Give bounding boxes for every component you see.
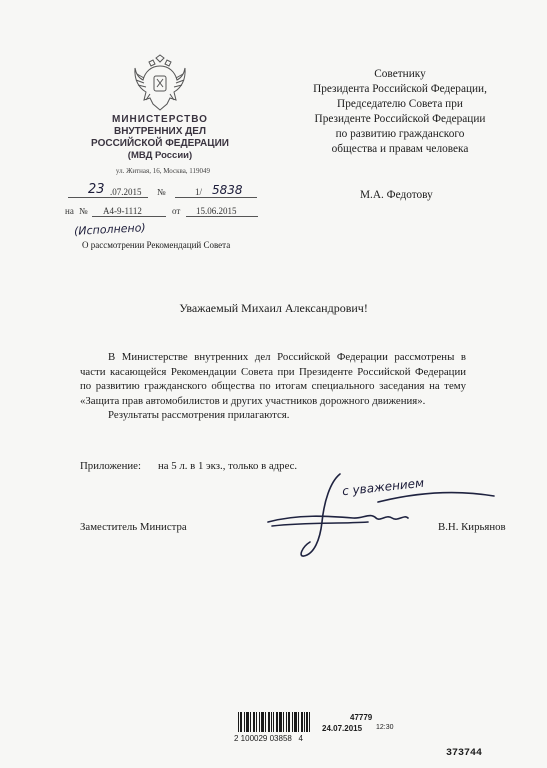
signatory-position: Заместитель Министра: [80, 521, 187, 533]
ref-date: 15.06.2015: [196, 206, 237, 216]
number-handwritten: 5838: [212, 183, 243, 197]
ref-date-underline: [186, 216, 258, 217]
addressee-line: Президенте Российской Федерации: [314, 113, 486, 125]
ministry-line-3: РОССИЙСКОЙ ФЕДЕРАЦИИ: [91, 138, 229, 149]
signature-note: с уважением: [341, 475, 425, 499]
date-underline: [68, 197, 148, 198]
addressee-line: по развитию гражданского: [335, 128, 465, 140]
incoming-number: 47779: [350, 713, 373, 722]
coat-of-arms-emblem: [133, 54, 187, 112]
addressee-line: Советнику: [374, 68, 426, 80]
ref-number-underline: [92, 216, 166, 217]
incoming-stamp: [316, 710, 396, 736]
page-number: 373744: [446, 748, 483, 759]
letter-body: [80, 350, 466, 423]
attachment-label: Приложение:: [80, 460, 141, 472]
addressee-line: Президента Российской Федерации,: [313, 83, 487, 95]
ref-number: А4-9-1112: [103, 206, 142, 216]
addressee-name: М.А. Федотову: [360, 189, 433, 201]
body-paragraph: В Министерстве внутренних дел Российской Федерации рассмотрены в части касающейся Рекомендации Совета при Президенте Российской Федерации по развитию гражданского общества по итогам специального заседания на тему «Защита прав автомобилистов и других участников дорожного движения».: [80, 351, 466, 407]
number-prefix: 1/: [195, 187, 203, 197]
addressee-block: [300, 67, 500, 157]
addressee-line: Председателю Совета при: [337, 98, 463, 110]
number-underline: [175, 197, 257, 198]
ref-label-from: от: [172, 206, 181, 216]
ministry-line-2: ВНУТРЕННИХ ДЕЛ: [113, 126, 206, 137]
incoming-time: 12:30: [376, 724, 394, 731]
attachment-text: на 5 л. в 1 экз., только в адрес.: [158, 460, 298, 472]
signatory-name: В.Н. Кирьянов: [438, 521, 506, 533]
addressee-line: общества и правам человека: [331, 143, 469, 155]
ministry-line-1: МИНИСТЕРСТВО: [112, 114, 208, 125]
barcode-number: 2 100029 03858 4: [234, 734, 303, 743]
subject-line: О рассмотрении Рекомендаций Совета: [82, 240, 231, 250]
barcode: [238, 712, 310, 732]
ministry-name: [80, 114, 240, 162]
ministry-line-4: (МВД России): [127, 150, 193, 161]
date-printed: .07.2015: [110, 187, 142, 197]
date-day-handwritten: 23: [88, 182, 105, 197]
handwritten-signature: [258, 462, 508, 562]
ministry-address: ул. Житная, 16, Москва, 119049: [115, 167, 211, 175]
body-paragraph: Результаты рассмотрения прилагаются.: [108, 409, 290, 422]
number-label: №: [157, 187, 166, 197]
salutation: Уважаемый Михаил Александрович!: [179, 301, 368, 315]
ref-label-na: на: [65, 206, 74, 216]
handwritten-note: (Исполнено): [73, 221, 146, 238]
ref-label-no: №: [79, 206, 88, 216]
incoming-date: 24.07.2015: [322, 724, 363, 733]
